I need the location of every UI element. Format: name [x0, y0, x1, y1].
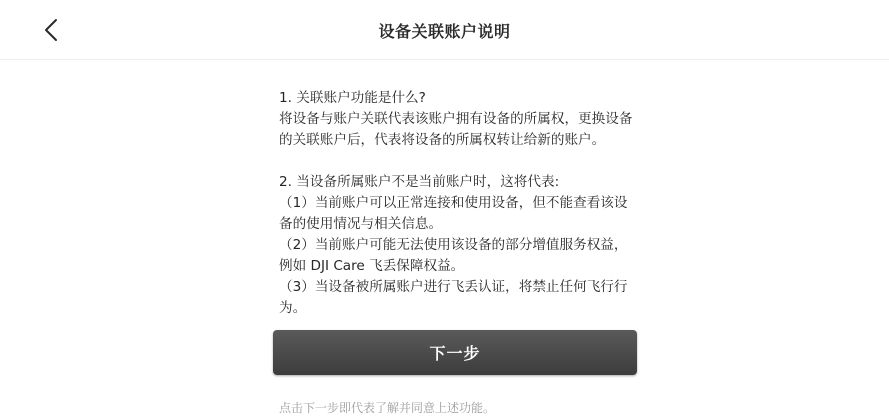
section-2-item-1: （1）当前账户可以正常连接和使用设备，但不能查看该设备的使用情况与相关信息。	[279, 195, 628, 232]
next-button[interactable]: 下一步	[273, 330, 637, 375]
section-2-title: 2. 当设备所属账户不是当前账户时，这将代表:	[279, 174, 560, 190]
section-1-title: 1. 关联账户功能是什么?	[279, 90, 426, 106]
page-title: 设备关联账户说明	[378, 22, 511, 41]
section-2-item-3: （3）当设备被所属账户进行飞丢认证，将禁止任何飞行行为。	[279, 279, 628, 316]
section-2-item-2: （2）当前账户可能无法使用该设备的部分增值服务权益，例如 DJI Care 飞丢保障权益。	[279, 237, 628, 274]
agreement-note: 点击下一步即代表了解并同意上述功能。	[279, 401, 496, 415]
description-scroll-area[interactable]	[279, 88, 635, 330]
section-1-body: 将设备与账户关联代表该账户拥有设备的所属权，更换设备的关联账户后，代表将设备的所属权转让给新的账户。	[279, 111, 633, 148]
header-bar	[0, 0, 889, 60]
spacer	[279, 151, 635, 172]
